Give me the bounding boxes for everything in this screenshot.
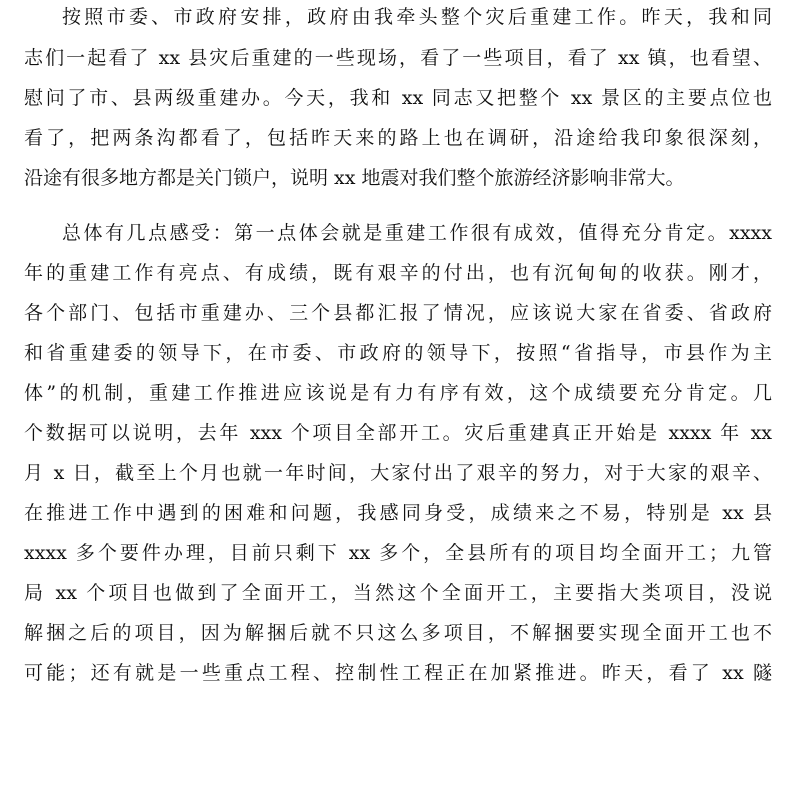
paragraph-2-line-2: 年的重建工作有亮点、有成绩，既有艰辛的付出，也有沉甸甸的收获。刚才， xyxy=(24,262,772,284)
paragraph-2-line-1: 总体有几点感受：第一点体会就是重建工作很有成效，值得充分肯定。xxxx xyxy=(62,222,772,244)
paragraph-2-line-5: 体”的机制，重建工作推进应该说是有力有序有效，这个成绩要充分肯定。几 xyxy=(24,382,772,404)
paragraph-1-line-2: 志们一起看了 xx 县灾后重建的一些现场，看了一些项目，看了 xx 镇，也看望、 xyxy=(24,47,772,69)
paragraph-2-line-3: 各个部门、包括市重建办、三个县都汇报了情况，应该说大家在省委、省政府 xyxy=(24,302,772,324)
paragraph-2-line-11: 解捆之后的项目，因为解捆后就不只这么多项目，不解捆要实现全面开工也不 xyxy=(24,622,772,644)
paragraph-2-line-8: 在推进工作中遇到的困难和问题，我感同身受，成绩来之不易，特别是 xx 县 xyxy=(24,502,772,524)
paragraph-2-line-6: 个数据可以说明，去年 xxx 个项目全部开工。灾后重建真正开始是 xxxx 年 xx xyxy=(24,422,772,444)
paragraph-2-line-12: 可能；还有就是一些重点工程、控制性工程正在加紧推进。昨天，看了 xx 隧 xyxy=(24,662,772,684)
paragraph-2-line-10: 局 xx 个项目也做到了全面开工，当然这个全面开工，主要指大类项目，没说 xyxy=(24,582,772,604)
paragraph-1-line-5: 沿途有很多地方都是关门锁户，说明 xx 地震对我们整个旅游经济影响非常大。 xyxy=(24,167,685,189)
paragraph-1-line-3: 慰问了市、县两级重建办。今天，我和 xx 同志又把整个 xx 景区的主要点位也 xyxy=(24,87,772,109)
paragraph-2-line-4: 和省重建委的领导下，在市委、市政府的领导下，按照“省指导，市县作为主 xyxy=(24,342,772,364)
paragraph-1-line-1: 按照市委、市政府安排，政府由我牵头整个灾后重建工作。昨天，我和同 xyxy=(62,6,772,28)
paragraph-2-line-9: xxxx 多个要件办理，目前只剩下 xx 多个，全县所有的项目均全面开工；九管 xyxy=(24,542,772,564)
paragraph-1-line-4: 看了，把两条沟都看了，包括昨天来的路上也在调研，沿途给我印象很深刻， xyxy=(24,127,772,149)
paragraph-2-line-7: 月 x 日，截至上个月也就一年时间，大家付出了艰辛的努力，对于大家的艰辛、 xyxy=(24,462,772,484)
